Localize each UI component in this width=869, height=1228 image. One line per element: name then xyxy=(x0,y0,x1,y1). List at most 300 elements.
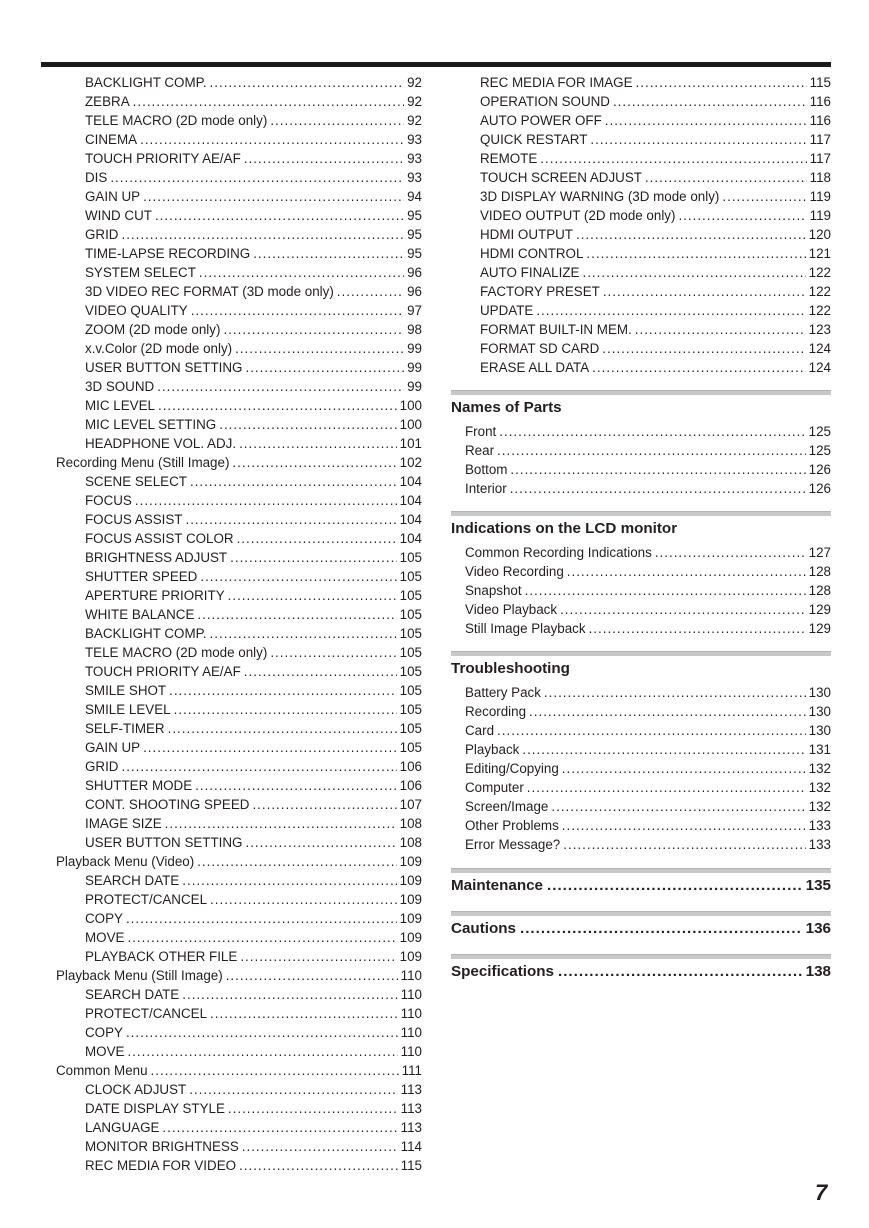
toc-entry-title: FACTORY PRESET xyxy=(480,284,600,299)
toc-entry[interactable] xyxy=(56,377,422,396)
dot-leader xyxy=(722,187,806,206)
dot-leader xyxy=(197,605,396,624)
toc-entry-title: FOCUS ASSIST COLOR xyxy=(85,531,234,546)
toc-entry[interactable] xyxy=(56,320,422,339)
toc-entry-page: 110 xyxy=(400,968,422,983)
dot-leader xyxy=(592,358,806,377)
dot-leader xyxy=(540,149,806,168)
toc-entry[interactable] xyxy=(451,422,831,441)
dot-leader xyxy=(510,479,806,498)
toc-entry-page: 122 xyxy=(808,284,831,299)
dot-leader xyxy=(230,548,397,567)
toc-entry[interactable] xyxy=(56,738,422,757)
toc-entry[interactable] xyxy=(56,1156,422,1175)
toc-entry[interactable] xyxy=(56,567,422,586)
toc-entry-title: SEARCH DATE xyxy=(85,987,180,1002)
toc-entry[interactable] xyxy=(56,624,422,643)
toc-entry-page: 131 xyxy=(808,742,831,757)
toc-entry-title: IMAGE SIZE xyxy=(85,816,162,831)
toc-entry[interactable] xyxy=(56,795,422,814)
toc-entry[interactable] xyxy=(56,453,422,472)
top-rule xyxy=(41,62,831,67)
toc-entry[interactable] xyxy=(451,683,831,702)
toc-entry-title: SEARCH DATE xyxy=(85,873,180,888)
toc-section xyxy=(451,651,831,854)
toc-entry-page: 122 xyxy=(808,265,831,280)
toc-entry-page: 93 xyxy=(407,151,422,166)
dot-leader xyxy=(219,415,396,434)
toc-entry[interactable] xyxy=(56,168,422,187)
toc-entry-title: GRID xyxy=(85,227,119,242)
dot-leader xyxy=(182,985,397,1004)
toc-entry-title: GAIN UP xyxy=(85,740,141,755)
toc-entry-title: x.v.Color (2D mode only) xyxy=(85,341,233,356)
toc-entry[interactable] xyxy=(56,358,422,377)
toc-entry[interactable] xyxy=(451,111,831,130)
toc-entry[interactable] xyxy=(451,206,831,225)
toc-entry[interactable] xyxy=(56,491,422,510)
dot-leader xyxy=(157,377,404,396)
toc-entry-title: BACKLIGHT COMP. xyxy=(85,626,207,641)
toc-entry-page: 92 xyxy=(407,94,422,109)
toc-entry[interactable] xyxy=(451,73,831,92)
toc-entry-title: WIND CUT xyxy=(85,208,152,223)
toc-entry-page: 105 xyxy=(399,626,422,641)
toc-entry-title: QUICK RESTART xyxy=(480,132,588,147)
toc-entry-title: Recording xyxy=(465,704,527,719)
toc-entry-title: Playback Menu (Still Image) xyxy=(56,968,223,983)
toc-entry[interactable] xyxy=(56,890,422,909)
toc-entry[interactable] xyxy=(56,605,422,624)
toc-entry-page: 108 xyxy=(399,816,422,831)
toc-entry[interactable] xyxy=(451,721,831,740)
toc-entry-page: 110 xyxy=(400,987,422,1002)
toc-entry-page: 99 xyxy=(407,341,422,356)
toc-entry[interactable] xyxy=(56,301,422,320)
toc-entry-page: 109 xyxy=(399,854,422,869)
toc-entry[interactable] xyxy=(56,814,422,833)
toc-entry-page: 124 xyxy=(808,341,831,356)
toc-entry-title: 3D SOUND xyxy=(85,379,155,394)
dot-leader xyxy=(244,149,404,168)
toc-entry[interactable] xyxy=(56,1023,422,1042)
toc-entry[interactable] xyxy=(451,358,831,377)
toc-entry[interactable] xyxy=(451,460,831,479)
dot-leader xyxy=(182,871,396,890)
dot-leader xyxy=(195,776,397,795)
toc-entry[interactable] xyxy=(56,776,422,795)
toc-entry[interactable] xyxy=(56,643,422,662)
dot-leader xyxy=(582,263,805,282)
toc-entry-page: 92 xyxy=(407,113,422,128)
toc-entry[interactable] xyxy=(451,263,831,282)
toc-entry-page: 115 xyxy=(400,1158,422,1173)
toc-entry[interactable] xyxy=(56,282,422,301)
dot-leader xyxy=(245,358,404,377)
dot-leader xyxy=(510,460,805,479)
toc-entry[interactable] xyxy=(56,928,422,947)
dot-leader xyxy=(210,73,405,92)
toc-entry-page: 129 xyxy=(808,621,831,636)
dot-leader xyxy=(185,510,396,529)
dot-leader xyxy=(520,917,802,940)
dot-leader xyxy=(189,1080,397,1099)
toc-entry[interactable] xyxy=(56,662,422,681)
major-section-entry[interactable] xyxy=(451,917,831,940)
toc-entry[interactable] xyxy=(451,759,831,778)
toc-entry-page: 113 xyxy=(400,1120,422,1135)
dot-leader xyxy=(127,1042,397,1061)
dot-leader xyxy=(235,339,404,358)
toc-entry-page: 105 xyxy=(399,645,422,660)
dot-leader xyxy=(210,890,397,909)
dot-leader xyxy=(551,797,805,816)
toc-entry[interactable] xyxy=(56,586,422,605)
toc-entry-page: 113 xyxy=(400,1101,422,1116)
toc-entry[interactable] xyxy=(451,479,831,498)
toc-entry[interactable] xyxy=(56,947,422,966)
toc-entry-title: USER BUTTON SETTING xyxy=(85,835,243,850)
toc-entry[interactable] xyxy=(451,320,831,339)
toc-entry-page: 105 xyxy=(399,664,422,679)
toc-entry[interactable] xyxy=(451,130,831,149)
toc-entry-page: 110 xyxy=(400,1006,422,1021)
toc-entry-page: 109 xyxy=(399,873,422,888)
dot-leader xyxy=(228,1099,398,1118)
dot-leader xyxy=(547,874,802,897)
toc-entry[interactable] xyxy=(56,966,422,985)
page-number: 7 xyxy=(815,1180,828,1205)
toc-entry-page: 125 xyxy=(808,424,831,439)
toc-entry[interactable] xyxy=(451,581,831,600)
toc-entry-title: FOCUS ASSIST xyxy=(85,512,183,527)
toc-entry[interactable] xyxy=(451,740,831,759)
toc-entry-page: 105 xyxy=(399,702,422,717)
dot-leader xyxy=(174,700,397,719)
toc-entry-title: Snapshot xyxy=(465,583,522,598)
toc-entry[interactable] xyxy=(56,681,422,700)
toc-section xyxy=(451,390,831,498)
section-title[interactable]: Indications on the LCD monitor xyxy=(451,520,678,537)
dot-leader xyxy=(253,244,404,263)
dot-leader xyxy=(197,852,396,871)
toc-entry-page: 105 xyxy=(399,569,422,584)
toc-entry-title: GAIN UP xyxy=(85,189,141,204)
major-section-page: 136 xyxy=(805,920,831,937)
toc-entry[interactable] xyxy=(56,719,422,738)
dot-leader xyxy=(168,719,397,738)
dot-leader xyxy=(270,111,404,130)
toc-entry-page: 130 xyxy=(808,685,831,700)
toc-entry[interactable] xyxy=(56,1118,422,1137)
toc-entry-page: 130 xyxy=(808,723,831,738)
toc-entry-title: Other Problems xyxy=(465,818,559,833)
toc-entry-title: Card xyxy=(465,723,495,738)
dot-leader xyxy=(232,453,396,472)
toc-entry-page: 132 xyxy=(808,780,831,795)
toc-entry-page: 132 xyxy=(808,799,831,814)
toc-entry-title: TOUCH PRIORITY AE/AF xyxy=(85,664,241,679)
toc-entry[interactable] xyxy=(56,757,422,776)
toc-entry[interactable] xyxy=(56,206,422,225)
toc-entry[interactable] xyxy=(451,244,831,263)
toc-entry-title: Front xyxy=(465,424,497,439)
toc-entry-page: 113 xyxy=(400,1082,422,1097)
toc-entry-title: LANGUAGE xyxy=(85,1120,160,1135)
toc-entry-page: 120 xyxy=(808,227,831,242)
toc-entry[interactable] xyxy=(56,187,422,206)
toc-entry-page: 130 xyxy=(808,704,831,719)
toc-entry[interactable] xyxy=(56,1004,422,1023)
dot-leader xyxy=(239,1156,398,1175)
major-section-entry[interactable] xyxy=(451,874,831,897)
toc-entry-page: 99 xyxy=(407,360,422,375)
dot-leader xyxy=(544,683,806,702)
toc-entry-page: 99 xyxy=(407,379,422,394)
toc-entry-page: 127 xyxy=(808,545,831,560)
toc-entry-title: FORMAT SD CARD xyxy=(480,341,600,356)
toc-entry-page: 110 xyxy=(400,1044,422,1059)
toc-entry-page: 97 xyxy=(407,303,422,318)
dot-leader xyxy=(567,562,806,581)
toc-entry-title: REMOTE xyxy=(480,151,538,166)
toc-entry-page: 105 xyxy=(399,588,422,603)
toc-entry[interactable] xyxy=(451,778,831,797)
toc-entry-page: 128 xyxy=(808,564,831,579)
toc-entry[interactable] xyxy=(56,244,422,263)
dot-leader xyxy=(655,543,806,562)
toc-entry-page: 129 xyxy=(808,602,831,617)
toc-entry[interactable] xyxy=(56,510,422,529)
dot-leader xyxy=(499,422,805,441)
dot-leader xyxy=(562,759,806,778)
toc-entry-page: 128 xyxy=(808,583,831,598)
toc-entry-title: VIDEO OUTPUT (2D mode only) xyxy=(480,208,676,223)
toc-entry[interactable] xyxy=(451,282,831,301)
toc-entry-title: Video Recording xyxy=(465,564,564,579)
toc-entry-title: SHUTTER MODE xyxy=(85,778,193,793)
toc-entry-page: 121 xyxy=(808,246,831,261)
dot-leader xyxy=(239,434,397,453)
toc-entry-page: 106 xyxy=(399,759,422,774)
toc-entry-title: Battery Pack xyxy=(465,685,541,700)
major-section-entry[interactable] xyxy=(451,960,831,983)
toc-entry-title: MOVE xyxy=(85,1044,125,1059)
toc-entry-page: 105 xyxy=(399,550,422,565)
toc-entry[interactable] xyxy=(451,543,831,562)
dot-leader xyxy=(536,301,805,320)
toc-entry[interactable] xyxy=(56,130,422,149)
toc-entry[interactable] xyxy=(451,600,831,619)
dot-leader xyxy=(560,600,806,619)
toc-entry[interactable] xyxy=(451,339,831,358)
major-section-page: 135 xyxy=(805,877,831,894)
toc-entry-page: 109 xyxy=(399,930,422,945)
toc-entry[interactable] xyxy=(56,263,422,282)
toc-entry-page: 133 xyxy=(808,837,831,852)
dot-leader xyxy=(126,1023,398,1042)
dot-leader xyxy=(226,966,398,985)
toc-entry-title: MONITOR BRIGHTNESS xyxy=(85,1139,239,1154)
dot-leader xyxy=(576,225,806,244)
toc-entry[interactable] xyxy=(451,816,831,835)
toc-entry-title: 3D DISPLAY WARNING (3D mode only) xyxy=(480,189,720,204)
toc-entry-title: VIDEO QUALITY xyxy=(85,303,188,318)
toc-entry-page: 95 xyxy=(407,246,422,261)
dot-leader xyxy=(162,1118,397,1137)
toc-entry-title: PROTECT/CANCEL xyxy=(85,892,208,907)
dot-leader xyxy=(636,73,807,92)
dot-leader xyxy=(558,960,802,983)
dot-leader xyxy=(121,225,404,244)
section-rule xyxy=(451,954,831,959)
toc-entry-title: USER BUTTON SETTING xyxy=(85,360,243,375)
toc-entry-page: 109 xyxy=(399,949,422,964)
dot-leader xyxy=(563,835,805,854)
toc-entry-title: HEADPHONE VOL. ADJ. xyxy=(85,436,237,451)
toc-entry[interactable] xyxy=(56,833,422,852)
dot-leader xyxy=(155,206,404,225)
toc-entry-title: Common Recording Indications xyxy=(465,545,652,560)
toc-entry[interactable] xyxy=(56,339,422,358)
toc-entry-title: SYSTEM SELECT xyxy=(85,265,196,280)
dot-leader xyxy=(497,441,806,460)
toc-entry[interactable] xyxy=(56,1080,422,1099)
dot-leader xyxy=(191,301,404,320)
dot-leader xyxy=(645,168,807,187)
toc-entry[interactable] xyxy=(451,187,831,206)
toc-entry[interactable] xyxy=(451,149,831,168)
toc-entry-page: 104 xyxy=(399,531,422,546)
toc-entry[interactable] xyxy=(451,702,831,721)
toc-entry-title: SHUTTER SPEED xyxy=(85,569,198,584)
dot-leader xyxy=(133,92,404,111)
toc-entry[interactable] xyxy=(451,92,831,111)
toc-entry-title: Still Image Playback xyxy=(465,621,586,636)
toc-entry[interactable] xyxy=(56,1099,422,1118)
toc-entry-title: AUTO FINALIZE xyxy=(480,265,580,280)
dot-leader xyxy=(143,187,404,206)
dot-leader xyxy=(589,619,806,638)
toc-entry[interactable] xyxy=(56,529,422,548)
toc-entry-title: REC MEDIA FOR VIDEO xyxy=(85,1158,237,1173)
toc-entry-page: 105 xyxy=(399,607,422,622)
toc-entry[interactable] xyxy=(56,985,422,1004)
toc-entry-title: Computer xyxy=(465,780,524,795)
dot-leader xyxy=(127,928,396,947)
toc-entry[interactable] xyxy=(56,472,422,491)
dot-leader xyxy=(151,1061,399,1080)
toc-entry-page: 119 xyxy=(809,189,831,204)
dot-leader xyxy=(602,339,805,358)
toc-entry[interactable] xyxy=(56,149,422,168)
toc-entry-title: Recording Menu (Still Image) xyxy=(56,455,230,470)
toc-entry[interactable] xyxy=(56,225,422,244)
section-rule xyxy=(451,511,831,516)
toc-entry[interactable] xyxy=(56,434,422,453)
toc-entry-page: 92 xyxy=(407,75,422,90)
toc-entry[interactable] xyxy=(451,301,831,320)
toc-entry[interactable] xyxy=(451,835,831,854)
toc-entry-title: FORMAT BUILT-IN MEM. xyxy=(480,322,632,337)
toc-entry[interactable] xyxy=(56,1042,422,1061)
toc-entry-page: 106 xyxy=(399,778,422,793)
toc-entry-title: BRIGHTNESS ADJUST xyxy=(85,550,228,565)
toc-entry-page: 114 xyxy=(400,1139,422,1154)
toc-entry-page: 105 xyxy=(399,721,422,736)
dot-leader xyxy=(158,396,397,415)
toc-entry[interactable] xyxy=(56,396,422,415)
toc-entry[interactable] xyxy=(451,168,831,187)
dot-leader xyxy=(240,947,396,966)
toc-entry[interactable] xyxy=(56,852,422,871)
dot-leader xyxy=(337,282,404,301)
toc-entry[interactable] xyxy=(56,1137,422,1156)
dot-leader xyxy=(270,643,396,662)
dot-leader xyxy=(529,702,806,721)
toc-entry-page: 126 xyxy=(808,481,831,496)
toc-entry[interactable] xyxy=(56,73,422,92)
dot-leader xyxy=(497,721,806,740)
toc-entry[interactable] xyxy=(56,548,422,567)
toc-entry[interactable] xyxy=(451,441,831,460)
toc-entry[interactable] xyxy=(451,797,831,816)
toc-entry-title: TELE MACRO (2D mode only) xyxy=(85,645,268,660)
major-section-title: Maintenance xyxy=(451,877,543,894)
toc-entry-page: 119 xyxy=(809,208,831,223)
toc-entry-title: PLAYBACK OTHER FILE xyxy=(85,949,238,964)
toc-entry[interactable] xyxy=(56,415,422,434)
dot-leader xyxy=(590,130,806,149)
toc-entry-page: 125 xyxy=(808,443,831,458)
toc-section xyxy=(451,511,831,638)
section-title[interactable]: Troubleshooting xyxy=(451,660,570,677)
toc-entry[interactable] xyxy=(451,225,831,244)
toc-entry[interactable] xyxy=(56,909,422,928)
toc-entry-title: FOCUS xyxy=(85,493,132,508)
toc-entry-title: AUTO POWER OFF xyxy=(480,113,602,128)
toc-entry[interactable] xyxy=(56,871,422,890)
dot-leader xyxy=(245,833,396,852)
toc-entry-title: TELE MACRO (2D mode only) xyxy=(85,113,268,128)
toc-entry-page: 109 xyxy=(399,911,422,926)
toc-major-sections xyxy=(451,868,831,983)
toc-entry-page: 107 xyxy=(399,797,422,812)
toc-entry[interactable] xyxy=(56,1061,422,1080)
toc-left-column xyxy=(56,73,422,1175)
toc-entry[interactable] xyxy=(451,619,831,638)
toc-entry[interactable] xyxy=(56,700,422,719)
toc-entry-title: Rear xyxy=(465,443,495,458)
toc-sections xyxy=(451,390,831,854)
dot-leader xyxy=(242,1137,398,1156)
section-rule xyxy=(451,390,831,395)
toc-right-column xyxy=(451,73,831,983)
toc-entry-title: REC MEDIA FOR IMAGE xyxy=(480,75,633,90)
toc-entry[interactable] xyxy=(56,111,422,130)
toc-entry[interactable] xyxy=(451,562,831,581)
dot-leader xyxy=(140,130,404,149)
toc-entry-page: 98 xyxy=(407,322,422,337)
major-section-page: 138 xyxy=(805,963,831,980)
toc-entry-title: Playback xyxy=(465,742,520,757)
major-section-title: Specifications xyxy=(451,963,554,980)
toc-entry[interactable] xyxy=(56,92,422,111)
toc-entry-title: OPERATION SOUND xyxy=(480,94,610,109)
section-title[interactable]: Names of Parts xyxy=(451,399,562,416)
toc-entry-page: 93 xyxy=(407,170,422,185)
dot-leader xyxy=(200,567,396,586)
